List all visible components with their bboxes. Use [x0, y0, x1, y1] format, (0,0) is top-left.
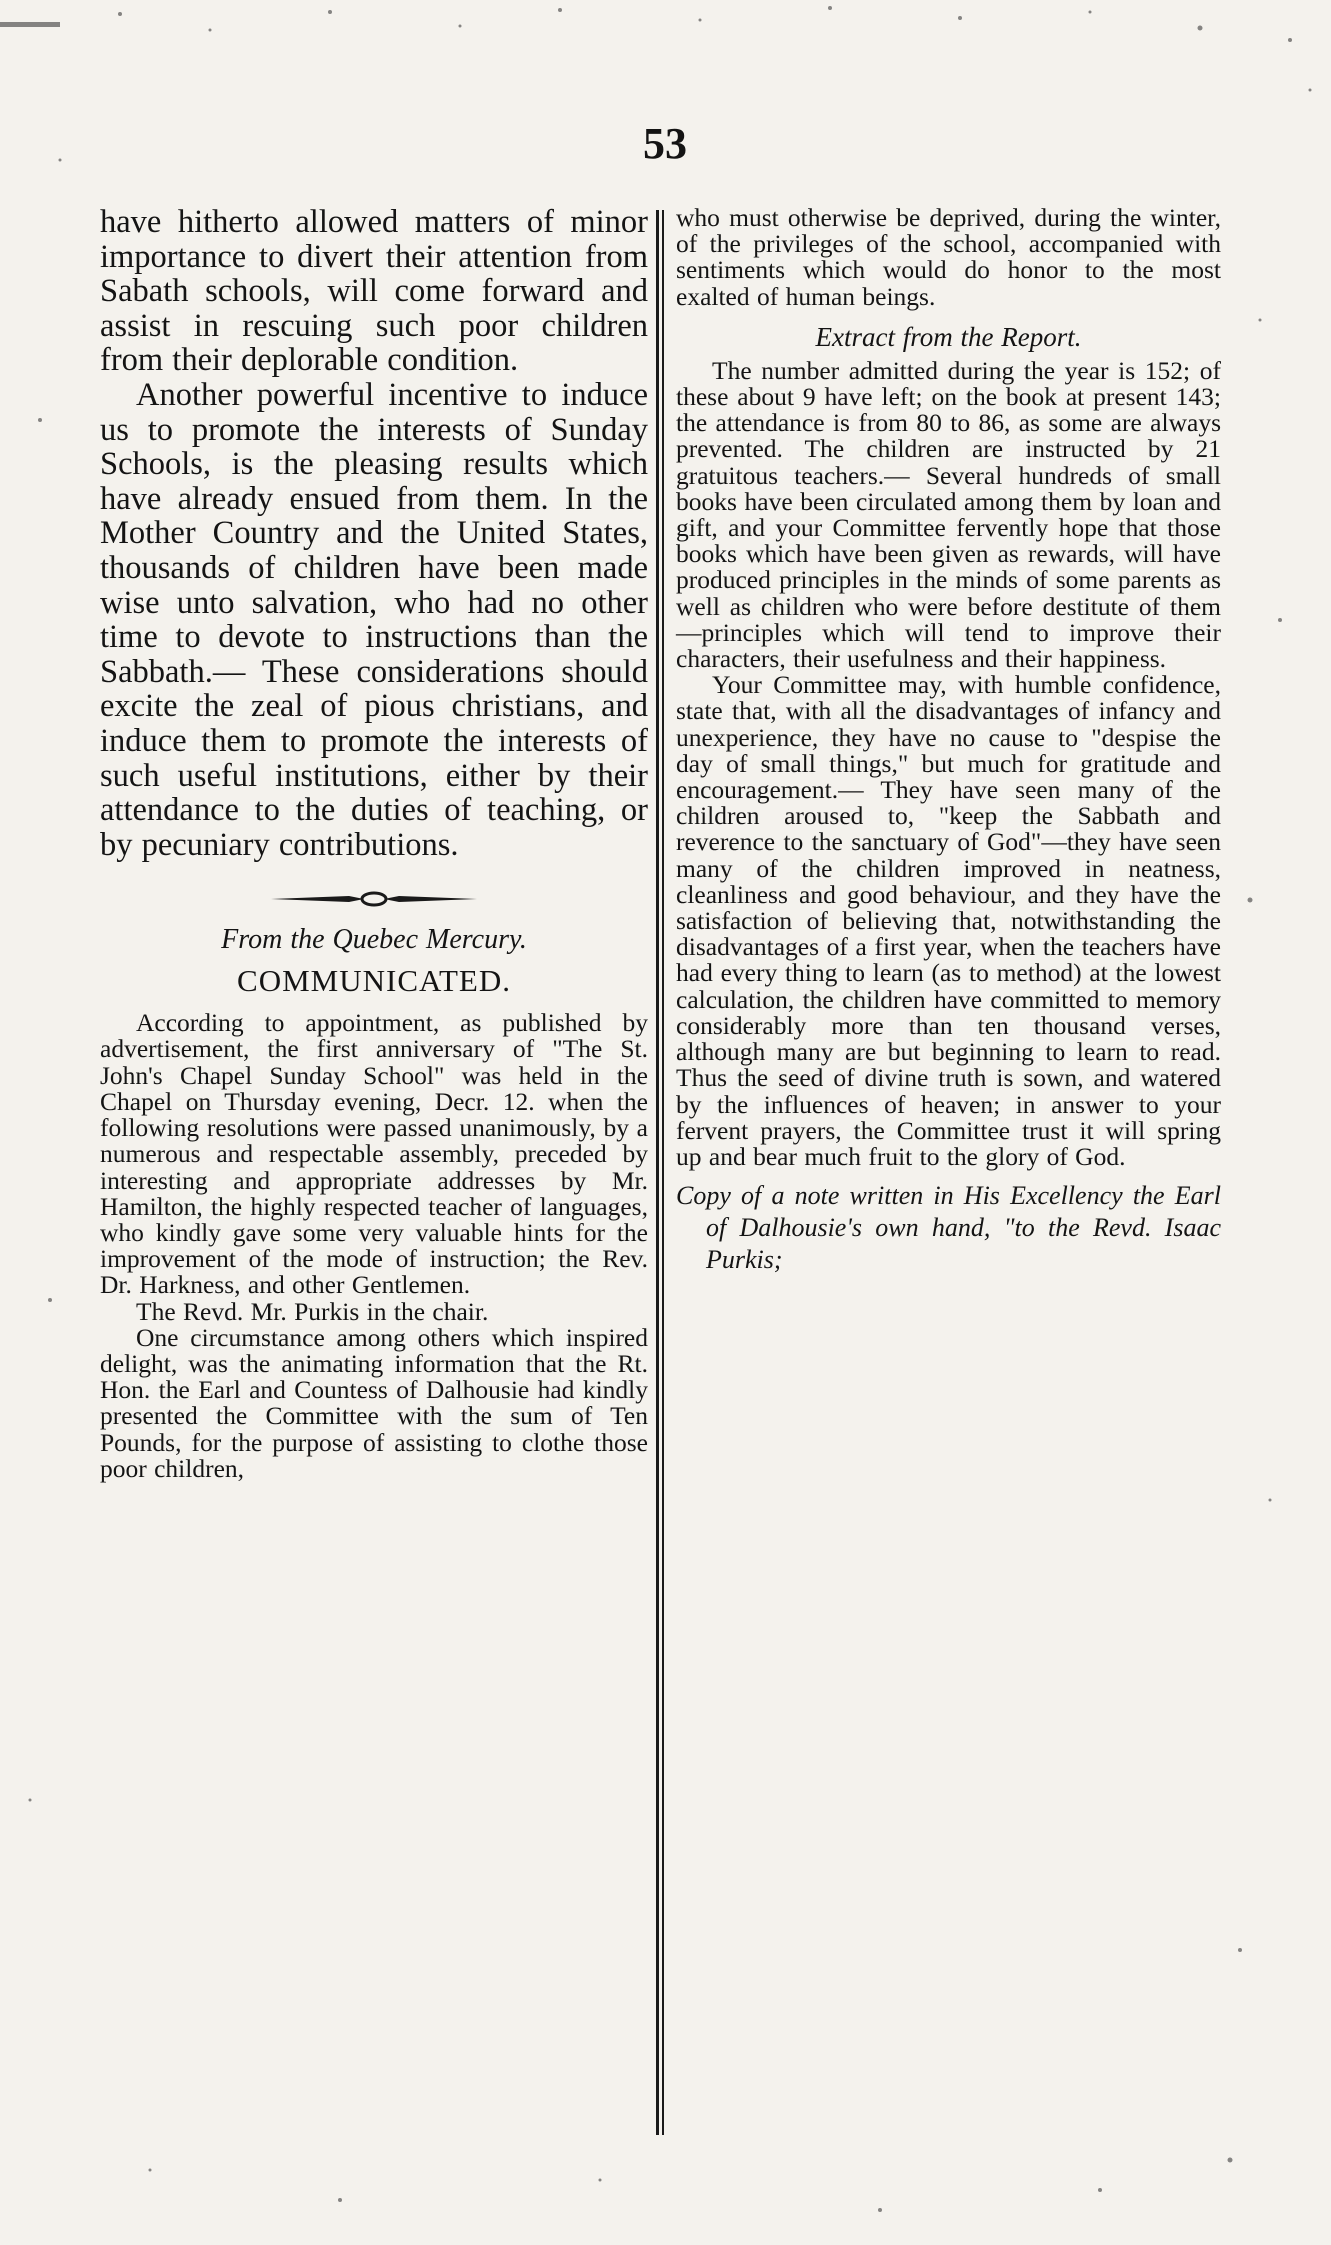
left-paragraph-2: Another powerful incentive to induce us to promote the interests of Sunday Schools, is the pleasing results which have already ensued from them. In the Mother Country and the United States, thousands of children have been made wise unto salvation, who had no other time to devote to instructions than the Sabbath.— These considerations should excite the zeal of pious christians, and induce them to promote the interests of such useful institutions, either by their attendance to the duties of teaching, or by pecuniary contributions.	[100, 376, 648, 863]
page-number: 53	[643, 119, 687, 168]
left-paragraph-3: According to appointment, as published by advertisement, the first anniversary of "The St. John's Chapel Sunday School" was held in the Chapel on Thursday evening, Decr. 12. when the following resolutions were passed unanimously, by a numerous and respectable assembly, preceded by interesting and appropriate addresses by Mr. Hamilton, the highly respected teacher of languages, who kindly gave some very valuable hints for the improvement of the mode of instruction; the Rev. Dr. Harkness, and other Gentlemen.	[100, 1008, 648, 1300]
note-heading: Copy of a note written in His Excellency the Earl of Dalhousie's own hand, "to the Revd. Isaac Purkis;	[676, 1181, 1221, 1275]
section-heading: COMMUNICATED.	[237, 963, 511, 999]
ornament-rule-icon	[269, 888, 479, 910]
left-paragraph-5: One circumstance among others which inspired delight, was the animating information that the Rt. Hon. the Earl and Countess of Dalhousie had kindly presented the Committee with the sum of Ten Pounds, for the purpose of assisting to clothe those poor children,	[100, 1322, 648, 1483]
left-column	[100, 205, 648, 2205]
extract-title: Extract from the Report.	[815, 321, 1082, 352]
right-paragraph-1: who must otherwise be deprived, during the winter, of the privileges of the school, accompanied with sentiments which would do honor to the most exalted of human beings.	[676, 203, 1221, 311]
right-column	[676, 205, 1221, 2205]
right-paragraph-2: The number admitted during the year is 152; of these about 9 have left; on the book at present 143; the attendance is from 80 to 86, as some are always prevented. The children are instructed by 21 gratuitous teachers.— Several hundreds of small books have been circulated among them by loan and gift, and your Committee fervently hope that those books which have been given as rewards, will have produced principles in the minds of some parents as well as children who were before destitute of them—principles which will tend to improve their characters, their usefulness and their happiness.	[676, 355, 1221, 674]
section-divider	[100, 884, 648, 914]
source-credit: From the Quebec Mercury.	[221, 924, 527, 956]
right-paragraph-3: Your Committee may, with humble confidence, state that, with all the disadvantages of infancy and unexperience, they have no cause to "despise the day of small things," but much for gratitude and encouragement.— They have seen many of the children aroused to, "keep the Sabbath and reverence to the sanctuary of God"—they have seen many of the children improved in neatness, cleanliness and good behaviour, and they have the satisfaction of believing that, notwithstanding the disadvantages of a first year, when the teachers have had every thing to learn (as to method) at the lowest calculation, the children have committed to memory considerably more than ten thousand verses, although many are but beginning to learn to read. Thus the seed of divine truth is sown, and watered by the influences of heaven; in answer to your fervent prayers, the Committee trust it will spring up and bear much fruit to the glory of God.	[676, 670, 1221, 1171]
left-paragraph-4: The Revd. Mr. Purkis in the chair.	[136, 1296, 489, 1326]
column-rule	[662, 210, 664, 2135]
column-rule	[656, 210, 659, 2135]
left-paragraph-1: have hitherto allowed matters of minor importance to divert their attention from Sabath schools, will come forward and assist in rescuing such poor children from their deplorable condition.	[100, 204, 648, 379]
